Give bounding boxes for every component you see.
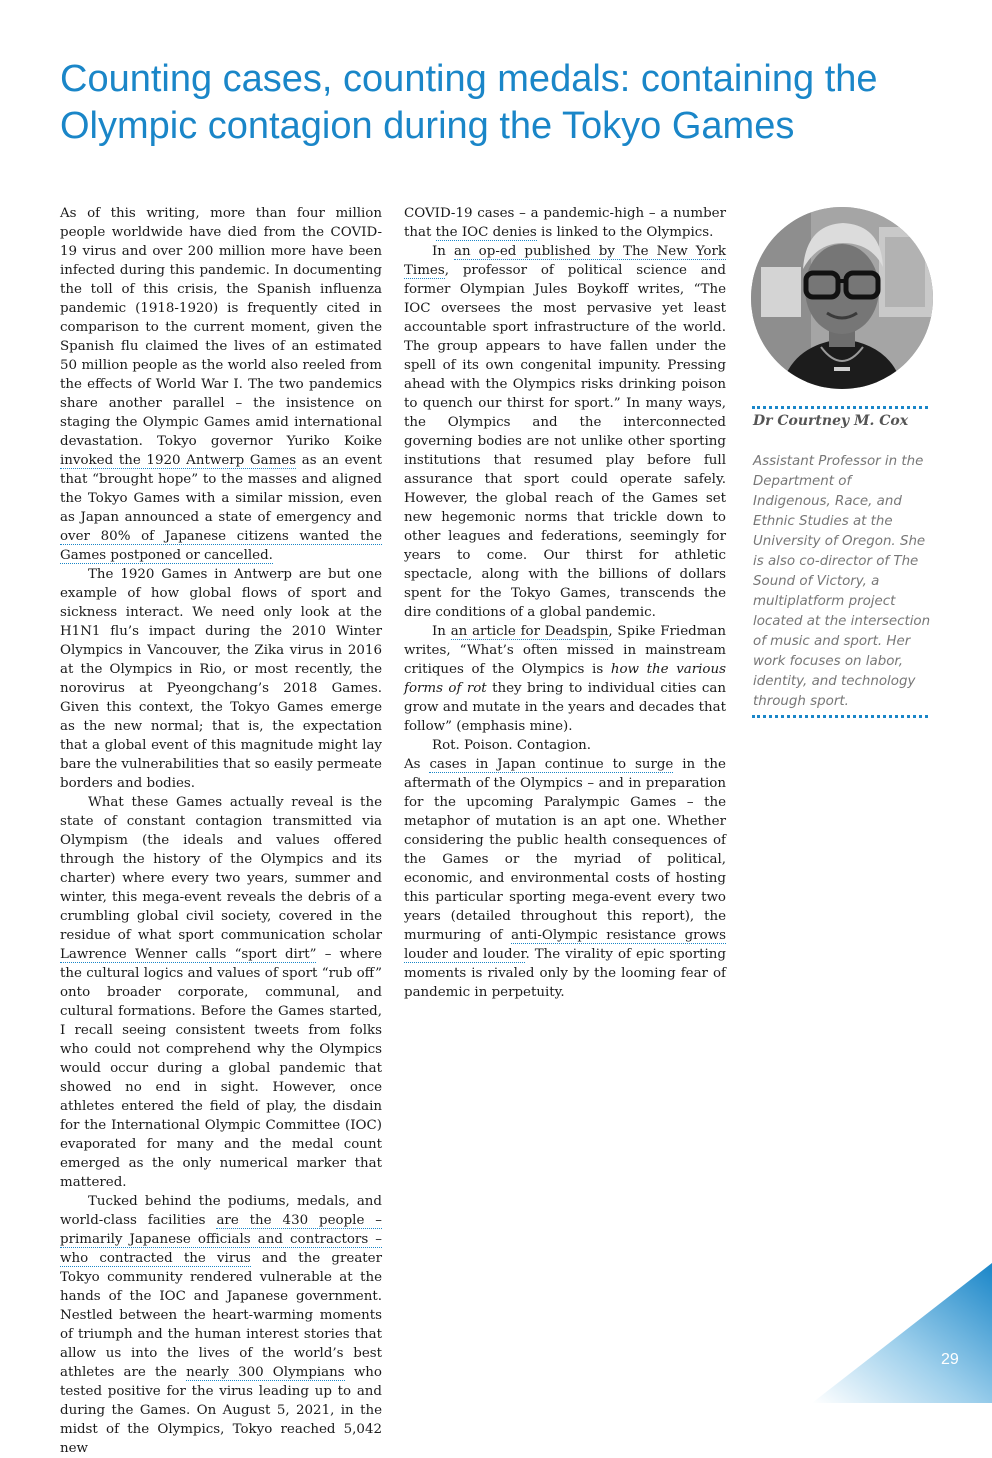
portrait-illustration <box>751 207 933 389</box>
author-portrait <box>751 207 933 389</box>
paragraph: Tucked behind the podiums, medals, and world-class facilities are the 430 people – primarily Japanese officials and contractors – who contracted the virus and the greater Tokyo community rendered vulnerable at the hands of the IOC and Japanese government. Nestled between the heart-warming moments of triumph and the human interest stories that allow us into the lives of the world’s best athletes are the nearly 300 Olympians who tested positive for the virus leading up to and during the Games. On August 5, 2021, in the midst of the Olympics, Tokyo reached 5,042 new <box>60 1194 383 1456</box>
paragraph: What these Games actually reveal is the state of constant contagion transmitted via Olympism (the ideals and values offered through the history of the Olympics and its charter) where every two years, summer and winter, this mega-event reveals the debris of a crumbling global civil society, covered in the residue of what sport communication scholar Lawrence Wenner calls “sport dirt” – where the cultural logics and values of sport “rub off” onto broader corporate, communal, and cultural formations. Before the Games started, I recall seeing consistent tweets from folks who could not comprehend why the Olympics would occur during a global pandemic that showed no end in sight. However, once athletes entered the field of play, the disdain for the International Olympic Committee (IOC) evaporated for many and the medal count emerged as the only numerical marker that mattered. <box>60 795 382 1190</box>
paragraph: COVID-19 cases – a pandemic-high – a number that the IOC denies is linked to the Olympics. <box>404 206 726 240</box>
divider-top <box>752 406 928 409</box>
link-sport-dirt[interactable]: Lawrence Wenner calls “sport dirt” <box>60 947 317 962</box>
page-number: 29 <box>941 1351 959 1368</box>
paragraph: As of this writing, more than four million people worldwide have died from the COVID-19 virus and over 200 million more have been infected during this pandemic. In documenting the toll of this crisis, the Spanish influenza pandemic (1918-1920) is frequently cited in comparison to the current moment, given the Spanish flu claimed the lives of an estimated 50 million people as the world also reeled from the effects of World War I. The two pandemics share another parallel – the insistence on staging the Olympic Games amid international devastation. Tokyo governor Yuriko Koike invoked the 1920 Antwerp Games as an event that “brought hope” to the masses and aligned the Tokyo Games with a similar mission, even as Japan announced a state of emergency and over 80% of Japanese citizens wanted the Games postponed or cancelled. <box>60 206 382 563</box>
column-middle <box>404 204 726 1002</box>
author-bio: Assistant Professor in the Department of Indigenous, Race, and Ethnic Studies at the University of Oregon. She is also co-director of The Sound of Victory, a multiplatform project located at the intersection of music and sport. Her work focuses on labor, identity, and technology through sport. <box>753 454 931 709</box>
link-japanese-citizens-poll[interactable]: over 80% of Japanese citizens wanted the Games postponed or cancelled. <box>60 529 382 563</box>
link-antwerp-games[interactable]: invoked the 1920 Antwerp Games <box>60 453 297 468</box>
page-title: Counting cases, counting medals: containing the Olympic contagion during the Tokyo Games <box>60 58 878 147</box>
link-nyt-oped[interactable]: an op-ed published by The New York Times <box>404 244 727 278</box>
link-ioc-denies[interactable]: the IOC denies <box>435 225 537 240</box>
corner-decoration <box>812 1263 992 1403</box>
paragraph: In an article for Deadspin, Spike Friedman writes, “What’s often missed in mainstream critiques of the Olympics is how the various forms of rot they bring to individual cities can grow and mutate in the years and decades that follow” (emphasis mine). <box>404 624 726 734</box>
paragraph: As cases in Japan continue to surge in the aftermath of the Olympics – and in preparation for the upcoming Paralympic Games – the metaphor of mutation is an apt one. Whether considering the public health consequences of the Games or the myriad of political, economic, and environmental costs of hosting this particular sporting mega-event every two years (detailed throughout this report), the murmuring of anti-Olympic resistance grows louder and louder. The virality of epic sporting moments is rivaled only by the looming fear of pandemic in perpetuity. <box>404 757 727 1000</box>
link-anti-olympic-resistance[interactable]: anti-Olympic resistance grows louder and louder <box>404 928 726 962</box>
paragraph: In an op-ed published by The New York Times, professor of political science and former Olympian Jules Boykoff writes, “The IOC oversees the most pervasive yet least accountable sport infrastructure of the world. The group appears to have fallen under the spell of its own congenital impunity. Pressing ahead with the Olympics risks drinking poison to quench our thirst for sport.” In many ways, the Olympics and the interconnected governing bodies are not unlike other sporting institutions that resumed play before full assurance that sport could operate safely. However, the global reach of the Games set new hegemonic norms that trickle down to other leagues and federations, seemingly for years to come. Our thirst for athletic spectacle, along with the billions of dollars spent for the Tokyo Games, transcends the dire conditions of a global pandemic. <box>404 244 727 620</box>
paragraph: Rot. Poison. Contagion. <box>432 738 592 753</box>
link-430-people[interactable]: are the 430 people – primarily Japanese officials and contractors – who contracted the virus <box>60 1213 383 1266</box>
paragraph: The 1920 Games in Antwerp are but one example of how global flows of sport and sickness interact. We need only look at the H1N1 flu’s impact during the 2010 Winter Olympics in Vancouver, the Zika virus in 2016 at the Olympics in Rio, or most recently, the norovirus at Pyeongchang’s 2018 Games. Given this context, the Tokyo Games emerge as the new normal; that is, the expectation that a global event of this magnitude might lay bare the vulnerabilities that so easily permeate borders and bodies. <box>60 567 382 791</box>
divider-bottom <box>752 715 928 718</box>
author-name: Dr Courtney M. Cox <box>753 413 909 429</box>
link-japan-cases-surge[interactable]: cases in Japan continue to surge <box>429 757 674 772</box>
link-deadspin-article[interactable]: an article for Deadspin <box>450 624 609 639</box>
column-left <box>60 204 382 1458</box>
link-300-olympians[interactable]: nearly 300 Olympians <box>186 1365 345 1380</box>
